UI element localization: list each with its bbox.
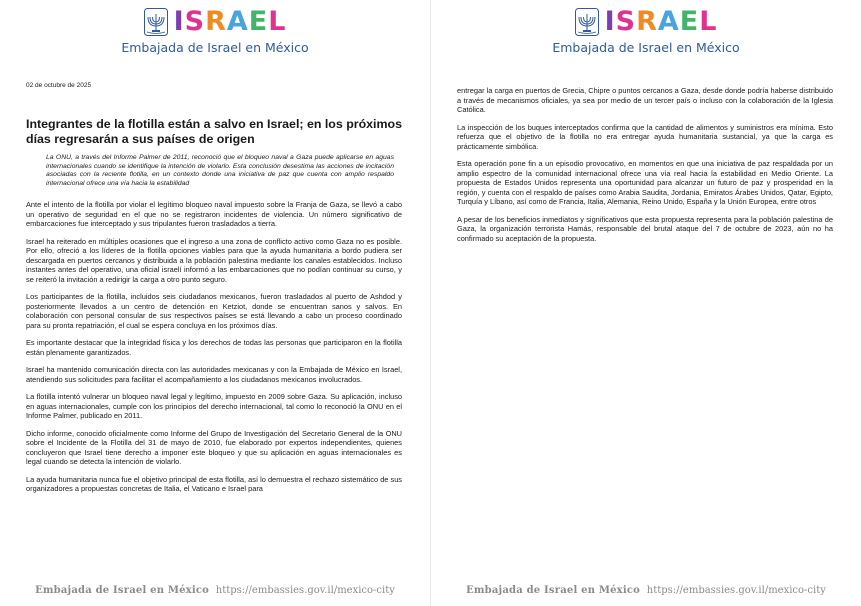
wordmark-letter: R — [636, 6, 658, 37]
wordmark-letter: L — [268, 6, 287, 37]
wordmark-letter: E — [679, 6, 700, 37]
paragraph: Ante el intento de la flotilla por violar el legítimo bloqueo naval impuesto sobre la Franja de Gaza, se llevó a cabo un operativo de seguridad en el que no se registraron incidentes de violencia. Un número significativo de embarcaciones fue interceptado y sus tripulantes fueron trasladados a tierra. — [26, 200, 402, 228]
paragraph: La ayuda humanitaria nunca fue el objetivo principal de esta flotilla, así lo demuestra el rechazo sistemático de sus organizadores a propuestas concretas de Italia, el Vaticano e Israel para — [26, 474, 402, 493]
letterhead — [431, 4, 861, 60]
embassy-name: Embajada de Israel en México — [552, 40, 740, 55]
wordmark-letter: A — [657, 6, 680, 37]
wordmark-letter: E — [248, 6, 269, 37]
paragraph: La flotilla intentó vulnerar un bloqueo naval legal y legítimo, impuesto en 2009 sobre Gaza. Su aplicación, incluso en aguas internacionales, cumple con los principios del derecho internacional, tal como lo reconoció la ONU en el Informe Palmer, publicado en 2011. — [26, 392, 402, 420]
letterhead — [0, 4, 430, 60]
footer-embassy-name: Embajada de Israel en México — [466, 585, 641, 596]
press-release-lead: La ONU, a través del Informe Palmer de 2011, reconoció que el bloqueo naval a Gaza puede aplicarse en aguas internacionales cuando se identifique la intención de violarlo. Esta conclusión desestima las acciones de incitación asociadas con la reciente flotilla, en un contexto donde una iniciativa de paz que cuenta con amplio respaldo internacional ofrece una vía hacia la estabilidad — [46, 154, 394, 187]
paragraph: A pesar de los beneficios inmediatos y significativos que esta propuesta representa para la población palestina de Gaza, la organización terrorista Hamás, responsable del brutal ataque del 7 de octubre de 2023, aún no ha confirmado su aceptación de la propuesta. — [457, 214, 833, 243]
document-page-right — [431, 0, 861, 606]
footer-url-link[interactable]: https://embassies.gov.il/mexico-city — [646, 585, 826, 596]
wordmark-letter: S — [615, 6, 637, 37]
wordmark-letter: I — [173, 6, 185, 37]
wordmark-letter: L — [699, 6, 718, 37]
menorah-emblem-icon — [575, 8, 599, 36]
israel-wordmark — [174, 8, 287, 36]
paragraph: Es importante destacar que la integridad física y los derechos de todas las personas que participaron en la flotilla están plenamente garantizados. — [26, 338, 402, 357]
press-release-date: 02 de octubre de 2025 — [26, 82, 92, 89]
body-text-right — [457, 86, 833, 251]
wordmark-letter: R — [205, 6, 227, 37]
wordmark-letter: A — [226, 6, 249, 37]
paragraph: entregar la carga en puertos de Grecia, Chipre o puntos cercanos a Gaza, desde donde podría haberse distribuido a través de mecanismos oficiales, ya sea por medio de un tercer país o incluso con la colaboración de la Iglesia Católica. — [457, 86, 833, 114]
footer — [0, 585, 430, 596]
footer-embassy-name: Embajada de Israel en México — [35, 585, 210, 596]
press-release-title: Integrantes de la flotilla están a salvo en Israel; en los próximos días regresarán a sus países de origen — [26, 117, 402, 146]
menorah-emblem-icon — [144, 8, 168, 36]
body-text-left — [26, 200, 402, 502]
wordmark-letter: S — [184, 6, 206, 37]
paragraph: Esta operación pone fin a un episodio provocativo, en momentos en que una iniciativa de paz respaldada por un amplio espectro de la comunidad internacional ofrece una vía real hacia la estabilidad en Medio Oriente. La propuesta de Estados Unidos representa una oportunidad para alcanzar un futuro de paz y prosperidad en la región, y cuenta con el respaldo de países como Arabia Saudita, Jordania, Emiratos Árabes Unidos, Qatar, Egipto, Turquía y Líbano, así como de Francia, Italia, Alemania, Reino Unido, España y la Unión Europea, entre otros — [457, 159, 833, 206]
paragraph: Israel ha reiterado en múltiples ocasiones que el ingreso a una zona de conflicto activo como Gaza no es posible. Por ello, ofreció a los líderes de la flotilla opciones viables para que la ayuda humanitaria a bordo pudiera ser descargada en puertos cercanos y distribuida a la población palestina mediante los canales establecidos. Incluso instantes antes del operativo, una oficial israelí informó a las embarcaciones que no podían continuar su curso, y se reiteró la invitación a redirigir la carga a otro punto seguro. — [26, 236, 402, 284]
document-page-left — [0, 0, 430, 606]
paragraph: Dicho informe, conocido oficialmente como Informe del Grupo de Investigación del Secretario General de la ONU sobre el Incidente de la Flotilla del 31 de mayo de 2010, fue elaborado por expertos independientes, quienes concluyeron que Israel tiene derecho a imponer este bloqueo y que su aplicación en aguas internacionales es legal cuando se detecta la intención de violarlo. — [26, 428, 402, 466]
paragraph: Los participantes de la flotilla, incluidos seis ciudadanos mexicanos, fueron trasladados al puerto de Ashdod y posteriormente llevados a un centro de detención en Ketziot, donde se encuentran sanos y salvos. En colaboración con personal consular de sus respectivos países se está llevando a cabo un proceso coordinado para su pronta repatriación, el cual se espera concluya en los próximos días. — [26, 292, 402, 330]
israel-wordmark — [605, 8, 718, 36]
logo — [0, 8, 430, 36]
footer-url-link[interactable]: https://embassies.gov.il/mexico-city — [215, 585, 395, 596]
logo — [431, 8, 861, 36]
embassy-name: Embajada de Israel en México — [121, 40, 309, 55]
footer — [431, 585, 861, 596]
paragraph: La inspección de los buques interceptados confirma que la cantidad de alimentos y suministros era mínima. Esto refuerza que el objetivo de la flotilla no era entregar ayuda humanitaria sustancial, ya que la carga es prácticamente simbólica. — [457, 122, 833, 151]
wordmark-letter: I — [604, 6, 616, 37]
paragraph: Israel ha mantenido comunicación directa con las autoridades mexicanas y con la Embajada de México en Israel, atendiendo sus solicitudes para facilitar el acompañamiento a los ciudadanos mexicanos involucrados. — [26, 365, 402, 384]
